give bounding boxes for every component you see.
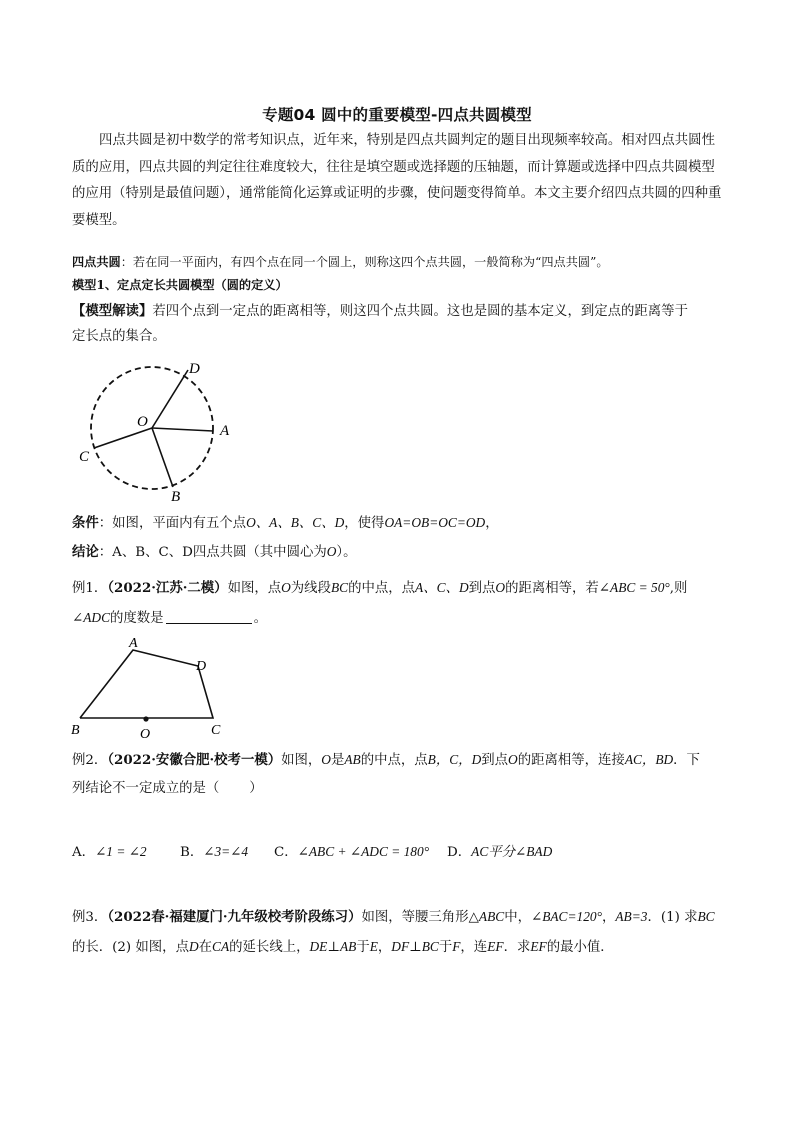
quadrilateral-figure (68, 630, 238, 745)
example1-line2: ∠ADC的度数是 。 (72, 610, 267, 626)
label-a: A (220, 423, 230, 439)
interpretation-line1: 若四个点到一定点的距离相等，则这四个点共圆。这也是圆的基本定义，到定点的距离等于 (152, 304, 688, 319)
example2-source: （2022·安徽合肥·校考一模） (107, 752, 282, 768)
model1-heading: 模型1、定点定长共圆模型（圆的定义） (72, 278, 288, 292)
conclusion-label: 结论 (72, 544, 99, 560)
label-b: B (171, 489, 181, 505)
label-c: C (211, 723, 221, 738)
example3-line1: 例3．（2022春·福建厦门·九年级校考阶段练习）如图，等腰三角形△ABC中，∠BAC=120°，AB=3．(1) 求BC (72, 909, 715, 925)
example2-option-d[interactable]: D．AC平分∠BAD (447, 844, 553, 860)
example2-option-b[interactable]: B．∠3=∠4 (180, 844, 249, 860)
example2-option-c[interactable]: C．∠ABC + ∠ADC = 180° (274, 844, 430, 860)
intro-paragraph: 四点共圆是初中数学的常考知识点，近年来，特别是四点共圆判定的题目出现频率较高。相对四点共圆性质的应用，四点共圆的判定往往难度较大，往往是填空题或选择题的压轴题，而计算题或选择中四点共圆模型的应用（特别是最值问题），通常能简化运算或证明的步骤，使问题变得简单。本文主要介绍四点共圆的四种重要模型。 (72, 133, 722, 228)
label-d: D (189, 361, 200, 377)
label-c: C (79, 449, 90, 465)
model1-interpretation (72, 301, 688, 322)
radius-oa (152, 428, 213, 431)
label-o: O (140, 727, 151, 742)
label-a: A (129, 636, 138, 651)
definition-text: ：若在同一平面内，有四个点在同一个圆上，则称这四个点共圆，一般简称为“四点共圆”。 (120, 255, 609, 269)
radius-ob (152, 428, 173, 487)
midpoint-o (143, 716, 148, 721)
example2-line1: 例2．（2022·安徽合肥·校考一模）如图，O是AB的中点，点B，C，D到点O的距离相等，连接AC，BD．下 (72, 752, 700, 768)
interpretation-label: 【模型解读】 (72, 303, 153, 319)
label-b: B (71, 723, 80, 738)
model1-conclusion: 结论：A、B、C、D四点共圆（其中圆心为O）。 (72, 544, 357, 560)
condition-label: 条件 (72, 515, 99, 531)
label-o: O (137, 414, 148, 430)
example2-line2: 列结论不一定成立的是（ ） (72, 781, 263, 796)
definition-label: 四点共圆 (72, 255, 121, 269)
example3-line2: 的长．(2) 如图，点D在CA的延长线上，DE⊥AB于E，DF⊥BC于F，连EF．求EF的最小值． (72, 939, 614, 955)
example3-source: （2022春·福建厦门·九年级校考阶段练习） (107, 909, 362, 925)
label-d: D (196, 659, 207, 674)
example2-option-a[interactable]: A．∠1 = ∠2 (72, 844, 147, 860)
radius-od (152, 370, 188, 428)
example1-line1: 例1．（2022·江苏·二模）如图，点O为线段BC的中点，点A、C、D到点O的距离相等，若∠ABC = 50°,则 (72, 580, 688, 596)
definition-line (72, 252, 609, 272)
answer-blank[interactable] (166, 609, 252, 624)
example1-source: （2022·江苏·二模） (107, 580, 228, 596)
radius-oc (94, 428, 152, 448)
circle-figure (70, 355, 250, 505)
quadrilateral-abdc (80, 650, 213, 718)
model1-condition: 条件：如图，平面内有五个点O、A、B、C、D，使得OA=OB=OC=OD， (72, 515, 499, 531)
interpretation-line2: 定长点的集合。 (72, 329, 166, 344)
document-title: 专题04 圆中的重要模型-四点共圆模型 (262, 106, 532, 124)
